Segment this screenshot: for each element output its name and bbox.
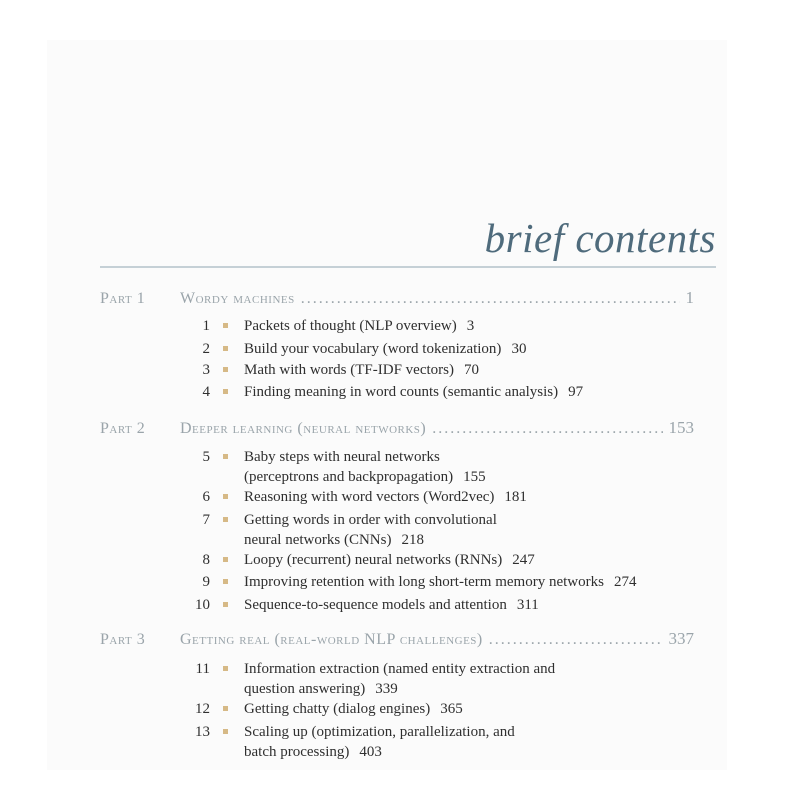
chapter-number: 8 [202,552,210,568]
chapter-number: 2 [202,341,210,357]
chapter-title: Scaling up (optimization, parallelization, and [244,724,515,740]
part-1-entry[interactable] [100,288,694,312]
chapter-title-continued: batch processing) [244,744,350,760]
bullet-icon [223,367,228,372]
chapter-title: Getting words in order with convolutional [244,512,497,528]
dot-leader [301,290,680,308]
chapter-page: 339 [375,681,398,697]
chapter-page: 274 [613,574,637,590]
chapter-page: 218 [401,532,424,548]
chapter-page: 365 [440,701,463,717]
chapter-title: Information extraction (named entity extraction and [244,661,556,677]
part-title: Deeper learning (neural networks) [180,420,427,437]
bullet-icon [223,706,228,711]
chapter-page: 247 [512,552,535,568]
part-page: 1 [685,288,694,307]
chapter-title: Reasoning with word vectors (Word2vec) [244,489,495,505]
chapter-page: 311 [516,597,539,613]
bullet-icon [223,729,228,734]
chapter-number: 5 [202,449,210,465]
part-3-entry[interactable] [100,629,694,653]
part-page: 153 [668,418,694,437]
dot-leader [489,631,663,649]
chapter-number: 4 [202,384,210,400]
chapter-number: 10 [195,597,210,613]
bullet-icon [223,517,228,522]
chapter-page: 3 [466,318,475,334]
part-title: Wordy machines [180,290,295,307]
chapter-title: Improving retention with long short-term memory networks [244,574,604,590]
page-title: brief contents [484,215,716,261]
part-label: Part 1 [100,290,146,307]
bullet-icon [223,454,228,459]
chapter-page: 403 [359,744,382,760]
chapter-number: 3 [202,362,210,378]
chapter-title: Math with words (TF-IDF vectors) [244,362,454,378]
bullet-icon [223,494,228,499]
chapter-number: 7 [202,512,210,528]
chapter-title-continued: question answering) [244,681,366,697]
chapter-number: 1 [202,318,210,334]
chapter-number: 11 [195,661,210,677]
bullet-icon [223,602,228,607]
chapter-title: Sequence-to-sequence models and attention [244,597,507,613]
chapter-page: 70 [463,362,479,378]
part-2-entry[interactable] [100,418,694,442]
chapter-number: 6 [202,489,210,505]
bullet-icon [223,666,228,671]
chapter-number: 13 [195,724,210,740]
chapter-title: Baby steps with neural networks [244,449,440,465]
bullet-icon [223,346,228,351]
chapter-page: 181 [504,489,527,505]
chapter-title-continued: neural networks (CNNs) [244,532,392,548]
bullet-icon [223,557,228,562]
bullet-icon [223,389,228,394]
chapter-title: Loopy (recurrent) neural networks (RNNs) [244,552,503,568]
chapter-title: Packets of thought (NLP overview) [244,318,457,334]
dot-leader [432,420,662,438]
chapter-number: 12 [195,701,210,717]
chapter-number: 9 [202,574,210,590]
chapter-page: 155 [463,469,486,485]
bullet-icon [223,579,228,584]
heading-rule [100,266,716,268]
chapter-page: 97 [568,384,584,400]
part-title: Getting real (real-world NLP challenges) [180,631,483,648]
part-label: Part 2 [100,420,146,437]
chapter-title: Getting chatty (dialog engines) [244,701,431,717]
part-label: Part 3 [100,631,146,648]
chapter-title: Finding meaning in word counts (semantic analysis) [244,384,559,400]
chapter-title: Build your vocabulary (word tokenization) [244,341,502,357]
chapter-page: 30 [511,341,527,357]
bullet-icon [223,323,228,328]
chapter-title-continued: (perceptrons and backpropagation) [244,469,454,485]
part-page: 337 [668,629,694,648]
